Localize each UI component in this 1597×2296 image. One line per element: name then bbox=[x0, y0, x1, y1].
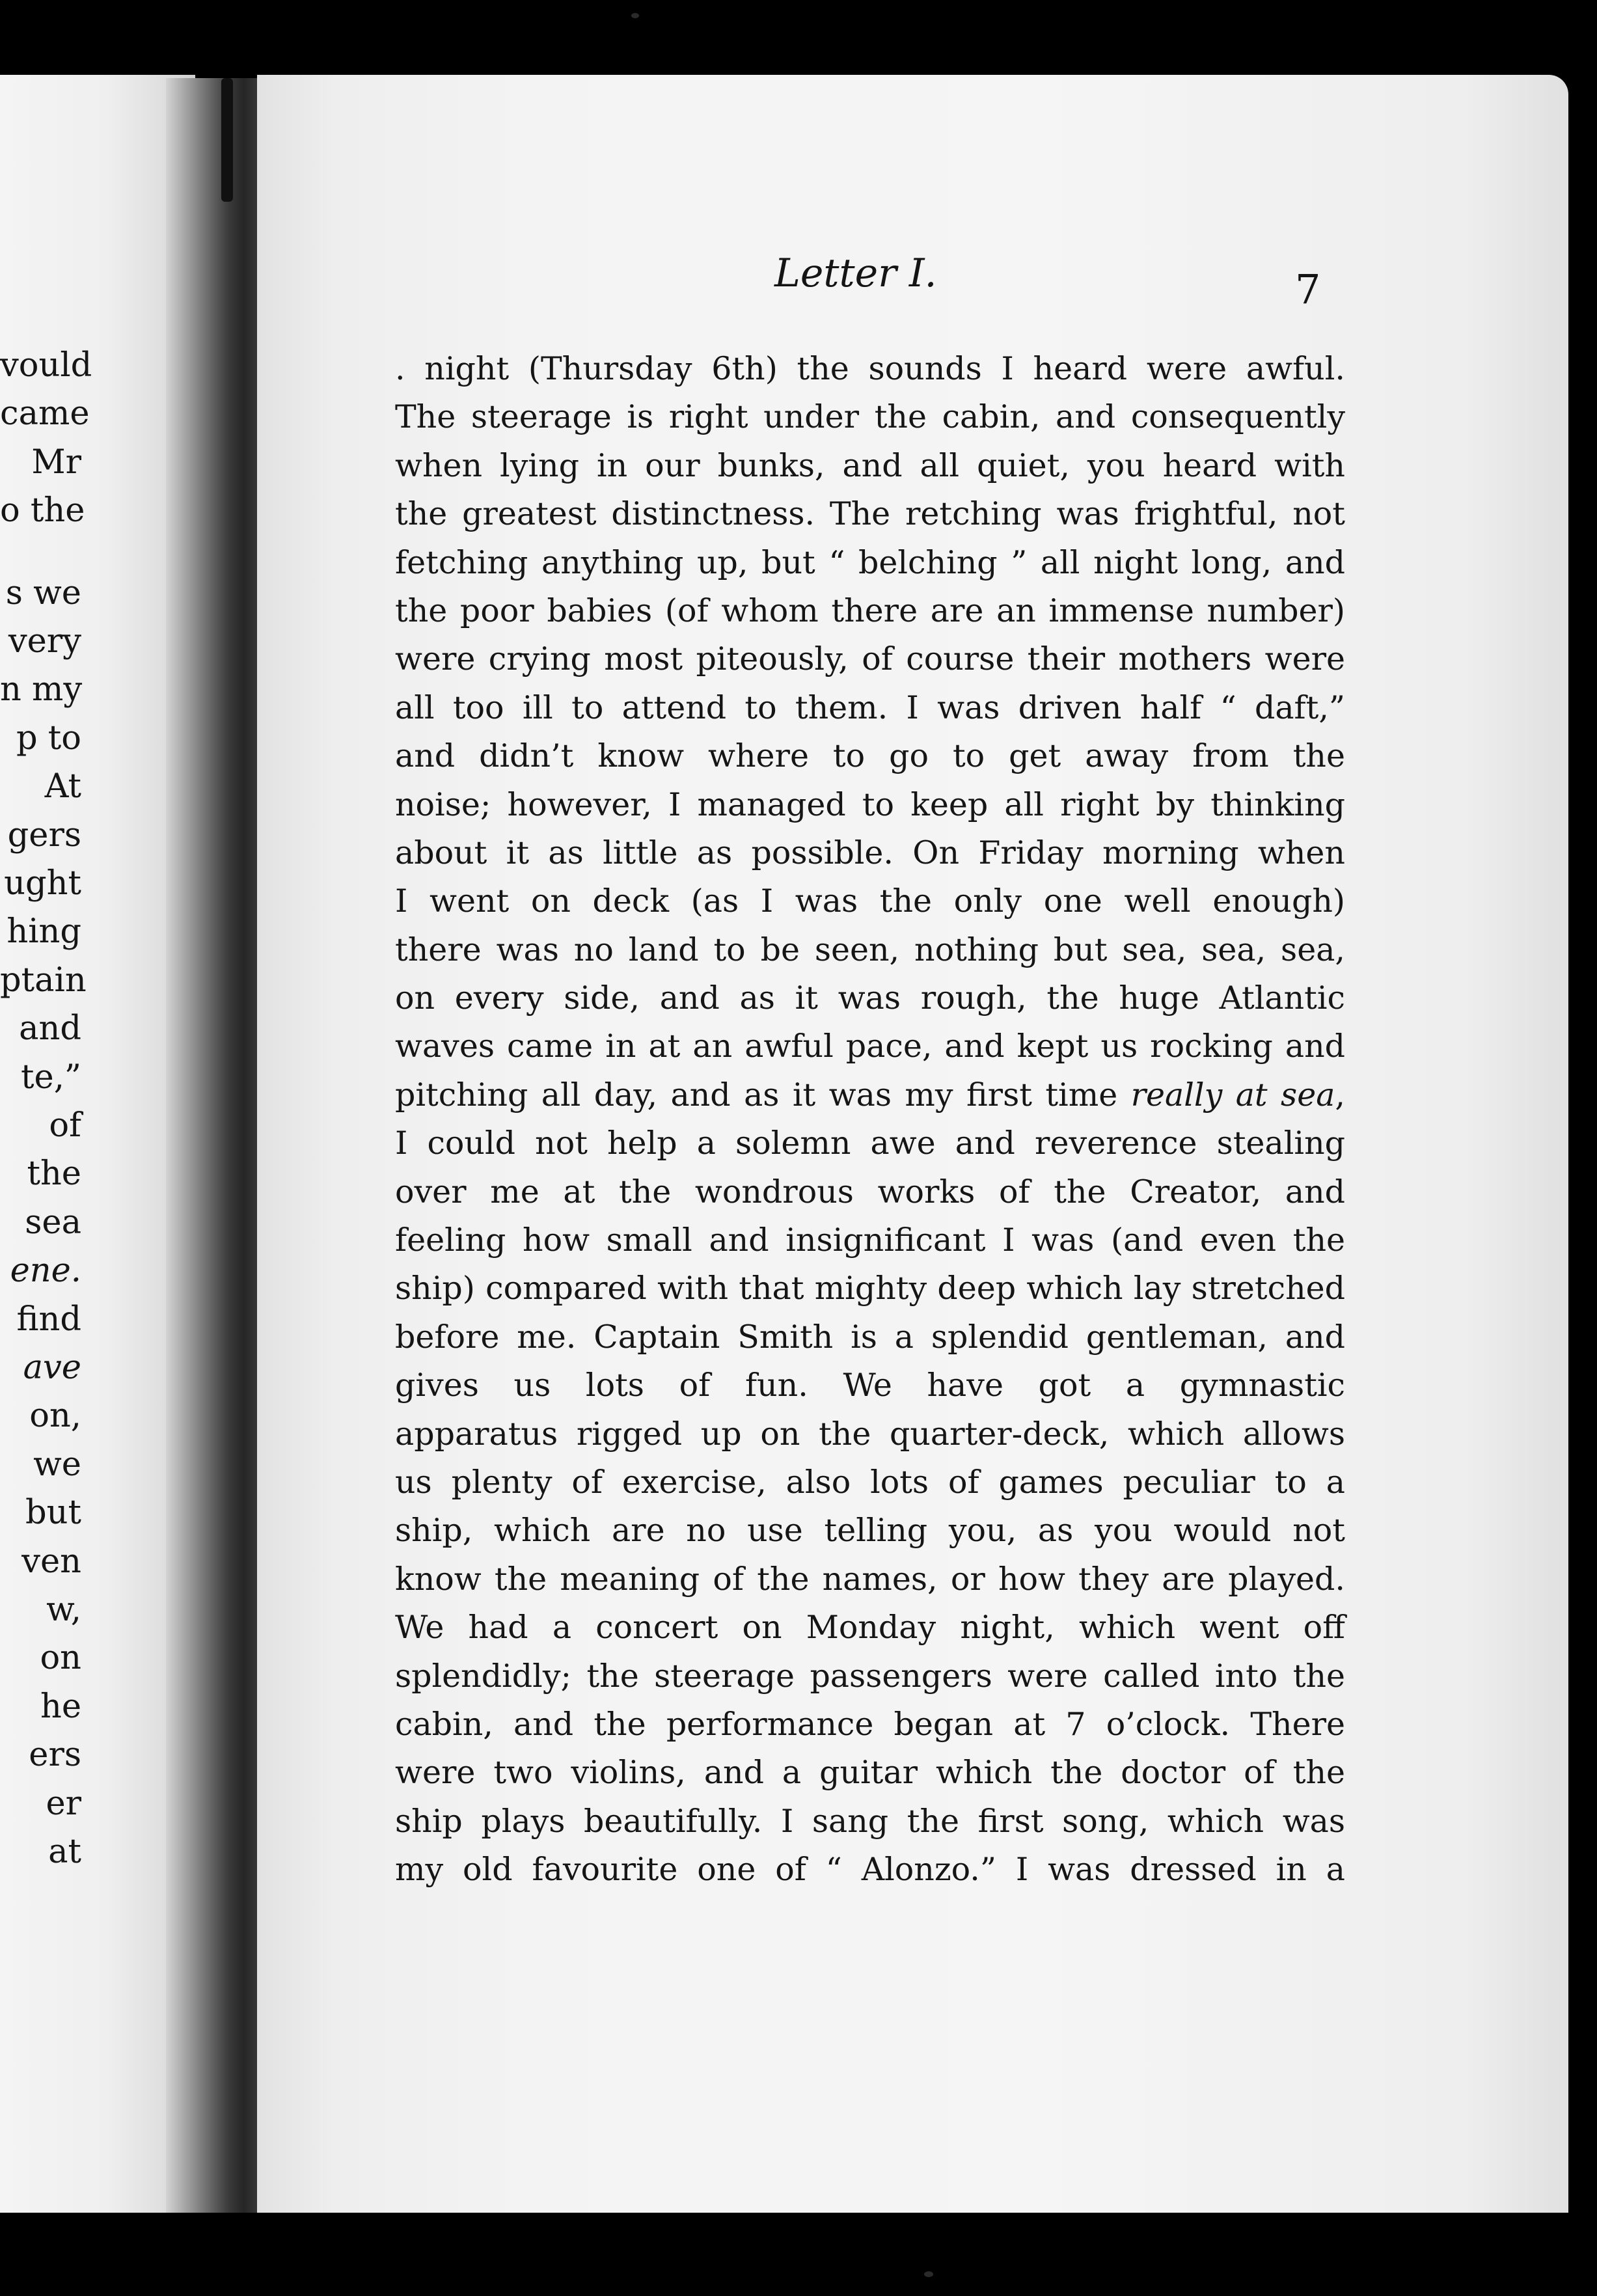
facing-page-fragment: on, bbox=[29, 1397, 81, 1436]
facing-page-fragment: te,” bbox=[21, 1058, 81, 1097]
text-line-content: there was no land to be seen, nothing but sea, sea, sea, bbox=[395, 931, 1345, 968]
text-line bbox=[395, 684, 1345, 732]
text-line bbox=[395, 1216, 1345, 1264]
text-line-content: waves came in at an awful pace, and kept us rocking and bbox=[395, 1028, 1345, 1065]
facing-page-fragment: hing bbox=[7, 912, 81, 951]
text-line bbox=[395, 1749, 1345, 1797]
text-line bbox=[395, 1022, 1345, 1071]
text-line bbox=[395, 1119, 1345, 1168]
facing-page-fragment: ers bbox=[29, 1736, 81, 1775]
facing-page-fragment: sea bbox=[25, 1203, 81, 1242]
text-line bbox=[395, 490, 1345, 538]
text-line bbox=[395, 877, 1345, 925]
facing-page-fragment: w, bbox=[46, 1591, 81, 1630]
text-line-content: splendidly; the steerage passengers were called into the bbox=[395, 1657, 1345, 1695]
text-line-content: the poor babies (of whom there are an immense number) bbox=[395, 592, 1345, 629]
text-line-content: the greatest distinctness. The retching was frightful, not bbox=[395, 495, 1345, 533]
text-line bbox=[395, 926, 1345, 974]
text-line bbox=[395, 1264, 1345, 1313]
text-line-content: We had a concert on Monday night, which went off bbox=[395, 1609, 1345, 1647]
text-line bbox=[395, 1313, 1345, 1361]
text-line bbox=[395, 587, 1345, 635]
text-line-content: ship, which are no use telling you, as you would not bbox=[395, 1512, 1345, 1550]
text-line-content: , bbox=[1335, 1076, 1345, 1114]
binding-thread bbox=[221, 78, 233, 202]
facing-page-fragment: er bbox=[46, 1784, 81, 1823]
text-line bbox=[395, 393, 1345, 441]
facing-page-fragment: ven bbox=[21, 1542, 81, 1581]
text-line-content: us plenty of exercise, also lots of games peculiar to a bbox=[395, 1463, 1345, 1501]
text-line bbox=[395, 1604, 1345, 1652]
text-line bbox=[395, 1168, 1345, 1216]
text-line-content: over me at the wondrous works of the Creator, and bbox=[395, 1173, 1345, 1210]
text-line-content: I could not help a solemn awe and reverence stealing bbox=[395, 1125, 1345, 1162]
text-line bbox=[395, 829, 1345, 877]
text-line bbox=[395, 539, 1345, 587]
facing-page-fragment: at bbox=[48, 1833, 81, 1872]
body-text bbox=[395, 345, 1345, 1894]
text-line bbox=[395, 345, 1345, 393]
facing-page-fragment: At bbox=[44, 767, 81, 806]
text-line bbox=[395, 974, 1345, 1022]
text-line-content: feeling how small and insignificant I was (and even the bbox=[395, 1222, 1345, 1259]
text-line-content: all too ill to attend to them. I was driven half “ daft,” bbox=[395, 689, 1345, 726]
text-line-content: noise; however, I managed to keep all right by thinking bbox=[395, 786, 1345, 823]
facing-page-fragment: p to bbox=[16, 718, 81, 758]
running-head: Letter I. bbox=[774, 251, 937, 296]
text-line-content: about it as little as possible. On Friday morning when bbox=[395, 834, 1345, 871]
text-line-content: when lying in our bunks, and all quiet, you heard with bbox=[395, 446, 1345, 484]
facing-page-fragment: came bbox=[0, 394, 90, 433]
text-line-content: were crying most piteously, of course their mothers were bbox=[395, 640, 1345, 678]
text-line-content: cabin, and the performance began at 7 o’clock. There bbox=[395, 1705, 1345, 1743]
facing-page-fragment: of bbox=[49, 1106, 81, 1145]
facing-page-fragment: find bbox=[16, 1300, 81, 1339]
facing-page-fragment: n my bbox=[0, 670, 83, 709]
text-line bbox=[395, 1410, 1345, 1458]
text-line-content: before me. Captain Smith is a splendid gentleman, and bbox=[395, 1318, 1345, 1356]
text-line bbox=[395, 1652, 1345, 1701]
text-line bbox=[395, 1071, 1345, 1119]
facing-page-fragment: gers bbox=[7, 815, 81, 854]
facing-page-fragment: we bbox=[33, 1445, 81, 1484]
facing-page-fragment: the bbox=[27, 1155, 81, 1194]
text-line-content: and didn’t know where to go to get away from the bbox=[395, 737, 1345, 775]
text-line-content: on every side, and as it was rough, the huge Atlantic bbox=[395, 979, 1345, 1017]
text-line bbox=[395, 1507, 1345, 1555]
facing-page-fragment: ene. bbox=[10, 1251, 81, 1291]
text-line bbox=[395, 732, 1345, 780]
dust-speck bbox=[631, 13, 639, 18]
facing-page-fragment: o the bbox=[0, 491, 85, 530]
text-line bbox=[395, 1797, 1345, 1846]
text-line-content: were two violins, and a guitar which the doctor of the bbox=[395, 1754, 1345, 1792]
facing-page-fragment: on bbox=[40, 1639, 81, 1678]
text-line-content: . night (Thursday 6th) the sounds I heard were awful. bbox=[395, 350, 1345, 387]
facing-page-fragment: ught bbox=[4, 864, 81, 903]
text-line bbox=[395, 1458, 1345, 1507]
facing-page-fragment: he bbox=[40, 1687, 81, 1726]
text-line bbox=[395, 1846, 1345, 1894]
text-line bbox=[395, 635, 1345, 683]
italic-emphasis: really at sea bbox=[1130, 1076, 1335, 1114]
text-line-content: The steerage is right under the cabin, and consequently bbox=[395, 398, 1345, 436]
text-line bbox=[395, 1555, 1345, 1604]
text-line bbox=[395, 1361, 1345, 1410]
text-line-content: I went on deck (as I was the only one well enough) bbox=[395, 882, 1345, 920]
text-line-content: pitching all day, and as it was my first time bbox=[395, 1076, 1131, 1114]
facing-page-fragment: s we bbox=[5, 573, 81, 612]
text-line-content: gives us lots of fun. We have got a gymnastic bbox=[395, 1367, 1345, 1404]
facing-page-fragment: ptain bbox=[0, 961, 87, 1000]
facing-page-fragment: but bbox=[25, 1494, 81, 1533]
text-line-content: apparatus rigged up on the quarter-deck, which allows bbox=[395, 1415, 1345, 1453]
facing-page-fragment: Mr bbox=[31, 443, 81, 482]
text-line bbox=[395, 781, 1345, 829]
text-line bbox=[395, 442, 1345, 490]
facing-page-fragment: and bbox=[19, 1009, 81, 1048]
text-line-content: ship plays beautifully. I sang the first song, which was bbox=[395, 1802, 1345, 1840]
facing-page-fragment: vould bbox=[0, 346, 92, 385]
dust-speck bbox=[924, 2271, 933, 2277]
page-number: 7 bbox=[1295, 266, 1321, 313]
text-line-content: know the meaning of the names, or how they are played. bbox=[395, 1560, 1345, 1598]
facing-page-fragment: very bbox=[8, 622, 81, 661]
text-line bbox=[395, 1701, 1345, 1749]
facing-page-fragment: ave bbox=[23, 1348, 81, 1387]
text-line-content: fetching anything up, but “ belching ” all night long, and bbox=[395, 543, 1345, 581]
text-line-content: ship) compared with that mighty deep which lay stretched bbox=[395, 1270, 1345, 1307]
text-line-content: my old favourite one of “ Alonzo.” I was dressed in a bbox=[395, 1851, 1345, 1889]
